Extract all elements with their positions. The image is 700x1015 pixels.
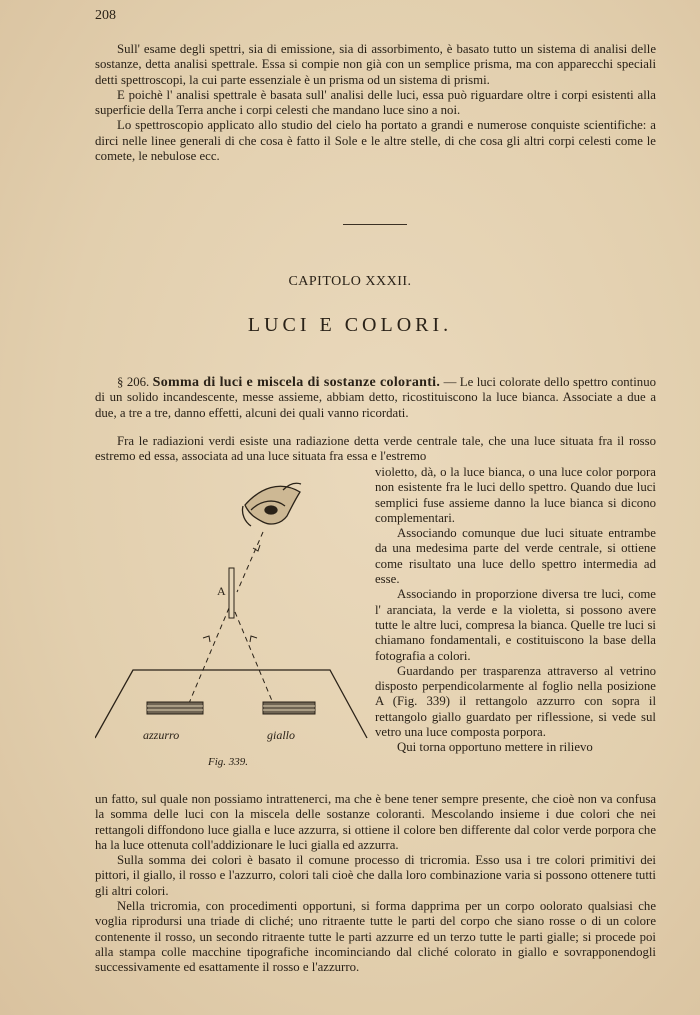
glass-plate: [229, 568, 234, 618]
ray-arrow: [203, 636, 210, 642]
section-divider: [343, 224, 407, 225]
section-intro: [95, 375, 656, 421]
paragraph: Sull' esame degli spettri, sia di emissione, sia di assorbimento, è basato tutto un sistema di analisi delle sostanze, detta analisi spettrale. Essa si compie non già con un semplice prisma, ma con apparecchi speciali detti spettroscopi, la cui parte essenziale è un prisma od un sistema di prismi.: [95, 42, 656, 87]
paragraph: Sulla somma dei colori è basato il comune processo di tricromia. Esso usa i tre colori primitivi dei pittori, il giallo, il rosso e l'azzurro, colori tali cioè che dalla loro combinazione varia si possono ottenere tutti gli altri colori.: [95, 853, 656, 898]
bottom-text: [95, 792, 656, 976]
paragraph: Associando in proporzione diversa tre luci, come l' aranciata, la verde e la violetta, si possono avere tutte le altre luci, compresa la bianca. Quelle tre luci si chiamano fondamentali, e costituiscono la base della fotografia a colori.: [375, 587, 656, 663]
verde-paragraph-start: [95, 434, 656, 465]
paragraph: Qui torna opportuno mettere in rilievo: [397, 740, 593, 755]
giallo-label: giallo: [267, 728, 296, 742]
yellow-rectangle: [263, 702, 315, 714]
section-heading: Somma di luci e miscela di sostanze coloranti.: [152, 375, 441, 390]
table-surface: [95, 670, 367, 738]
top-text: [95, 42, 656, 164]
wrap-column: [375, 465, 656, 756]
paragraph-continuation: un fatto, sul quale non possiamo intrattenerci, ma che è bene tener sempre presente, che cioè non va confusa la somma delle luci con la miscela delle sostanze coloranti. Mescolando insieme i due colori che nei rettangoli diffondono luce gialla e luce azzurra, si ottiene il colore ben differente dal color verde porpora che ha la luce ottenuta coll'addizionare le luci gialla ed azzurra.: [95, 792, 656, 852]
chapter-label: CAPITOLO XXXII.: [288, 274, 412, 289]
ray-arrow: [250, 636, 257, 642]
page-number: 208: [95, 8, 116, 23]
blue-rectangle: [147, 702, 203, 714]
figure-339: [95, 470, 370, 770]
figure-drawing: [95, 470, 370, 770]
ray-arrow: [253, 545, 260, 551]
section-paragraph: [95, 375, 656, 421]
section-number: § 206.: [117, 375, 150, 389]
ray-line: [235, 612, 275, 708]
paragraph: Fra le radiazioni verdi esiste una radiazione detta verde centrale tale, che una luce situata fra il rosso estremo ed essa, associata ad una luce situata fra essa e l'estremo: [95, 434, 656, 464]
azzurro-label: azzurro: [143, 728, 180, 742]
paragraph: E poichè l' analisi spettrale è basata sull' analisi delle luci, essa può riguardare oltre i corpi esistenti alla superficie della Terra anche i corpi celesti che mandano luce sino a noi.: [95, 87, 656, 118]
ray-line: [237, 532, 263, 592]
ray-line: [187, 608, 229, 708]
point-label-a: A: [217, 584, 226, 598]
paragraph: Nella tricromia, con procedimenti opportuni, si forma dapprima per un corpo oolorato qualsiasi che voglia riprodursi una triade di cliché; uno ritraente tutte le parti del corpo che siano rosse o di un colore contenente il rosso, un secondo ritraente tutte le parti azzurre ed un terzo tutte le parti gialle; si procede poi alla stampa colle macchine tipografiche incominciando dal cliché colorato in giallo e sovrapponendogli successivamente ed esattamente il rosso e l'azzurro.: [95, 899, 656, 975]
paragraph-continuation: violetto, dà, o la luce bianca, o una luce color porpora non esistente fra le luci dello spettro. Quando due luci semplici fuse assieme danno la luce bianca si dicono complementari.: [375, 465, 656, 525]
chapter-title: LUCI E COLORI.: [247, 314, 453, 336]
section-text: — Le luci colorate dello spettro continuo di un solido incandescente, messe assieme, abbiam detto, ricostituiscono la luce bianca. Associate a due a due, a tre a tre, danno effetti, alcuni dei quali vanno ricordati.: [95, 375, 656, 420]
paragraph: Guardando per trasparenza attraverso al vetrino disposto perpendicolarmente al foglio nella posizione A (Fig. 339) il rettangolo azzurro con sopra il rettangolo giallo guardato per riflessione, si vede sul vetro una luce composta porpora.: [375, 663, 656, 740]
paragraph: Associando comunque due luci situate entrambe da una medesima parte del verde centrale, si ottiene come risultato una luce dello spettro intermedia ad esse.: [375, 526, 656, 587]
paragraph: Lo spettroscopio applicato allo studio del cielo ha portato a grandi e numerose conquiste scientifiche: a dirci nelle linee generali di che cosa è fatto il Sole e le altre stelle, di che cosa gli altri corpi celesti come le comete, le nebulose ecc.: [95, 118, 656, 164]
figure-caption: Fig. 339.: [208, 756, 249, 768]
eye-icon: [242, 483, 301, 526]
